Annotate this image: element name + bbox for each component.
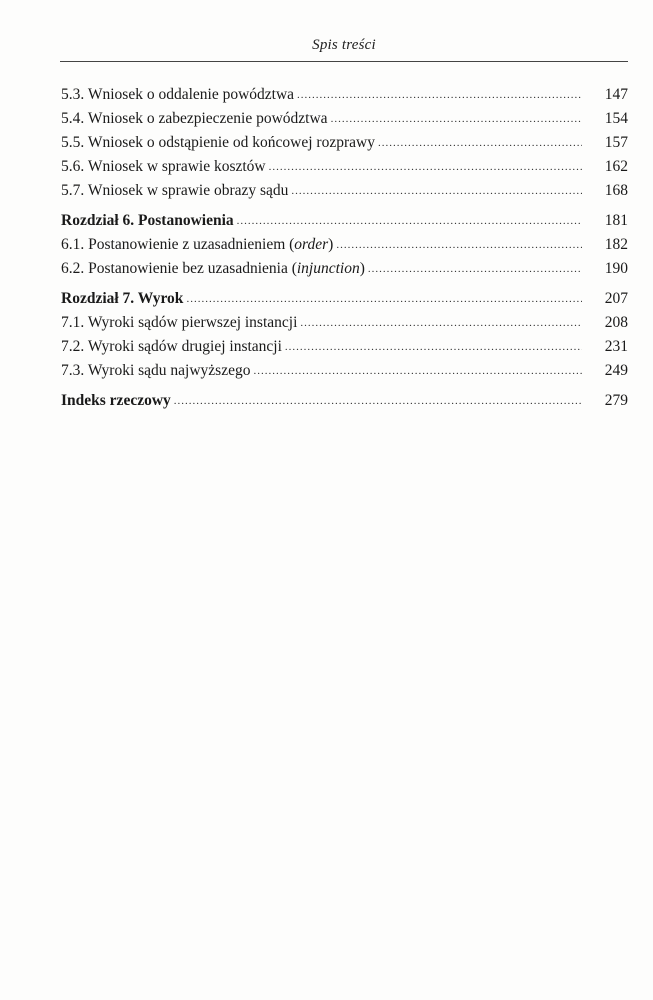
toc-entry-5-6	[61, 155, 628, 179]
toc-entry-6-1	[61, 233, 628, 257]
running-head: Spis treści	[312, 37, 376, 53]
dot-leader	[291, 179, 582, 203]
dot-leader	[174, 389, 582, 413]
dot-leader	[186, 287, 582, 311]
toc-entry-title: 7.1. Wyroki sądów pierwszej instancji	[61, 314, 298, 331]
toc-entry-title: 5.5. Wniosek o odstąpienie od końcowej rozprawy	[61, 134, 375, 151]
toc-page-number: 190	[604, 260, 628, 277]
toc-page-number: 182	[604, 236, 628, 253]
toc-entry-title: 6.2. Postanowienie bez uzasadnienia (injunction)	[61, 260, 365, 277]
toc-page-number: 207	[604, 290, 628, 307]
toc-page-number: 147	[604, 86, 628, 103]
toc-entry-5-7	[61, 179, 628, 203]
dot-leader	[237, 209, 582, 233]
toc-entry-7-2	[61, 335, 628, 359]
dot-leader	[336, 233, 582, 257]
toc-entry-title: 7.3. Wyroki sądu najwyższego	[61, 362, 251, 379]
toc-chapter-title: Indeks rzeczowy	[61, 392, 171, 409]
toc-entry-title: 5.6. Wniosek w sprawie kosztów	[61, 158, 266, 175]
toc-index	[61, 389, 628, 413]
toc-chapter-6	[61, 209, 628, 233]
toc-chapter-title: Rozdział 6. Postanowienia	[61, 212, 234, 229]
toc-page-number: 249	[604, 362, 628, 379]
toc-entry-english-term: order	[294, 236, 329, 253]
toc-entry-5-4	[61, 107, 628, 131]
toc-entry-5-5	[61, 131, 628, 155]
toc-entry-title: 5.4. Wniosek o zabezpieczenie powództwa	[61, 110, 328, 127]
toc-page-number: 208	[604, 314, 628, 331]
toc-page-number: 231	[604, 338, 628, 355]
toc-entry-title: 5.3. Wniosek o oddalenie powództwa	[61, 86, 295, 103]
toc-entry-7-3	[61, 359, 628, 383]
toc-page-number: 154	[604, 110, 628, 127]
toc-page-number: 181	[604, 212, 628, 229]
table-of-contents	[61, 83, 628, 413]
toc-page-number: 157	[604, 134, 628, 151]
header-rule	[60, 61, 628, 62]
toc-entry-title: 7.2. Wyroki sądów drugiej instancji	[61, 338, 282, 355]
toc-entry-title: 6.1. Postanowienie z uzasadnieniem (order)	[61, 236, 334, 253]
toc-chapter-7	[61, 287, 628, 311]
toc-page-number: 162	[604, 158, 628, 175]
toc-entry-5-3	[61, 83, 628, 107]
dot-leader	[368, 257, 582, 281]
toc-entry-title: 5.7. Wniosek w sprawie obrazy sądu	[61, 182, 289, 199]
toc-entry-english-term: injunction	[296, 260, 360, 277]
dot-leader	[378, 131, 582, 155]
toc-page-number: 168	[604, 182, 628, 199]
dot-leader	[285, 335, 582, 359]
dot-leader	[253, 359, 582, 383]
dot-leader	[300, 311, 582, 335]
dot-leader	[269, 155, 582, 179]
toc-page-number: 279	[604, 392, 628, 409]
dot-leader	[331, 107, 582, 131]
toc-chapter-title: Rozdział 7. Wyrok	[61, 290, 184, 307]
toc-entry-6-2	[61, 257, 628, 281]
toc-entry-7-1	[61, 311, 628, 335]
dot-leader	[297, 83, 582, 107]
